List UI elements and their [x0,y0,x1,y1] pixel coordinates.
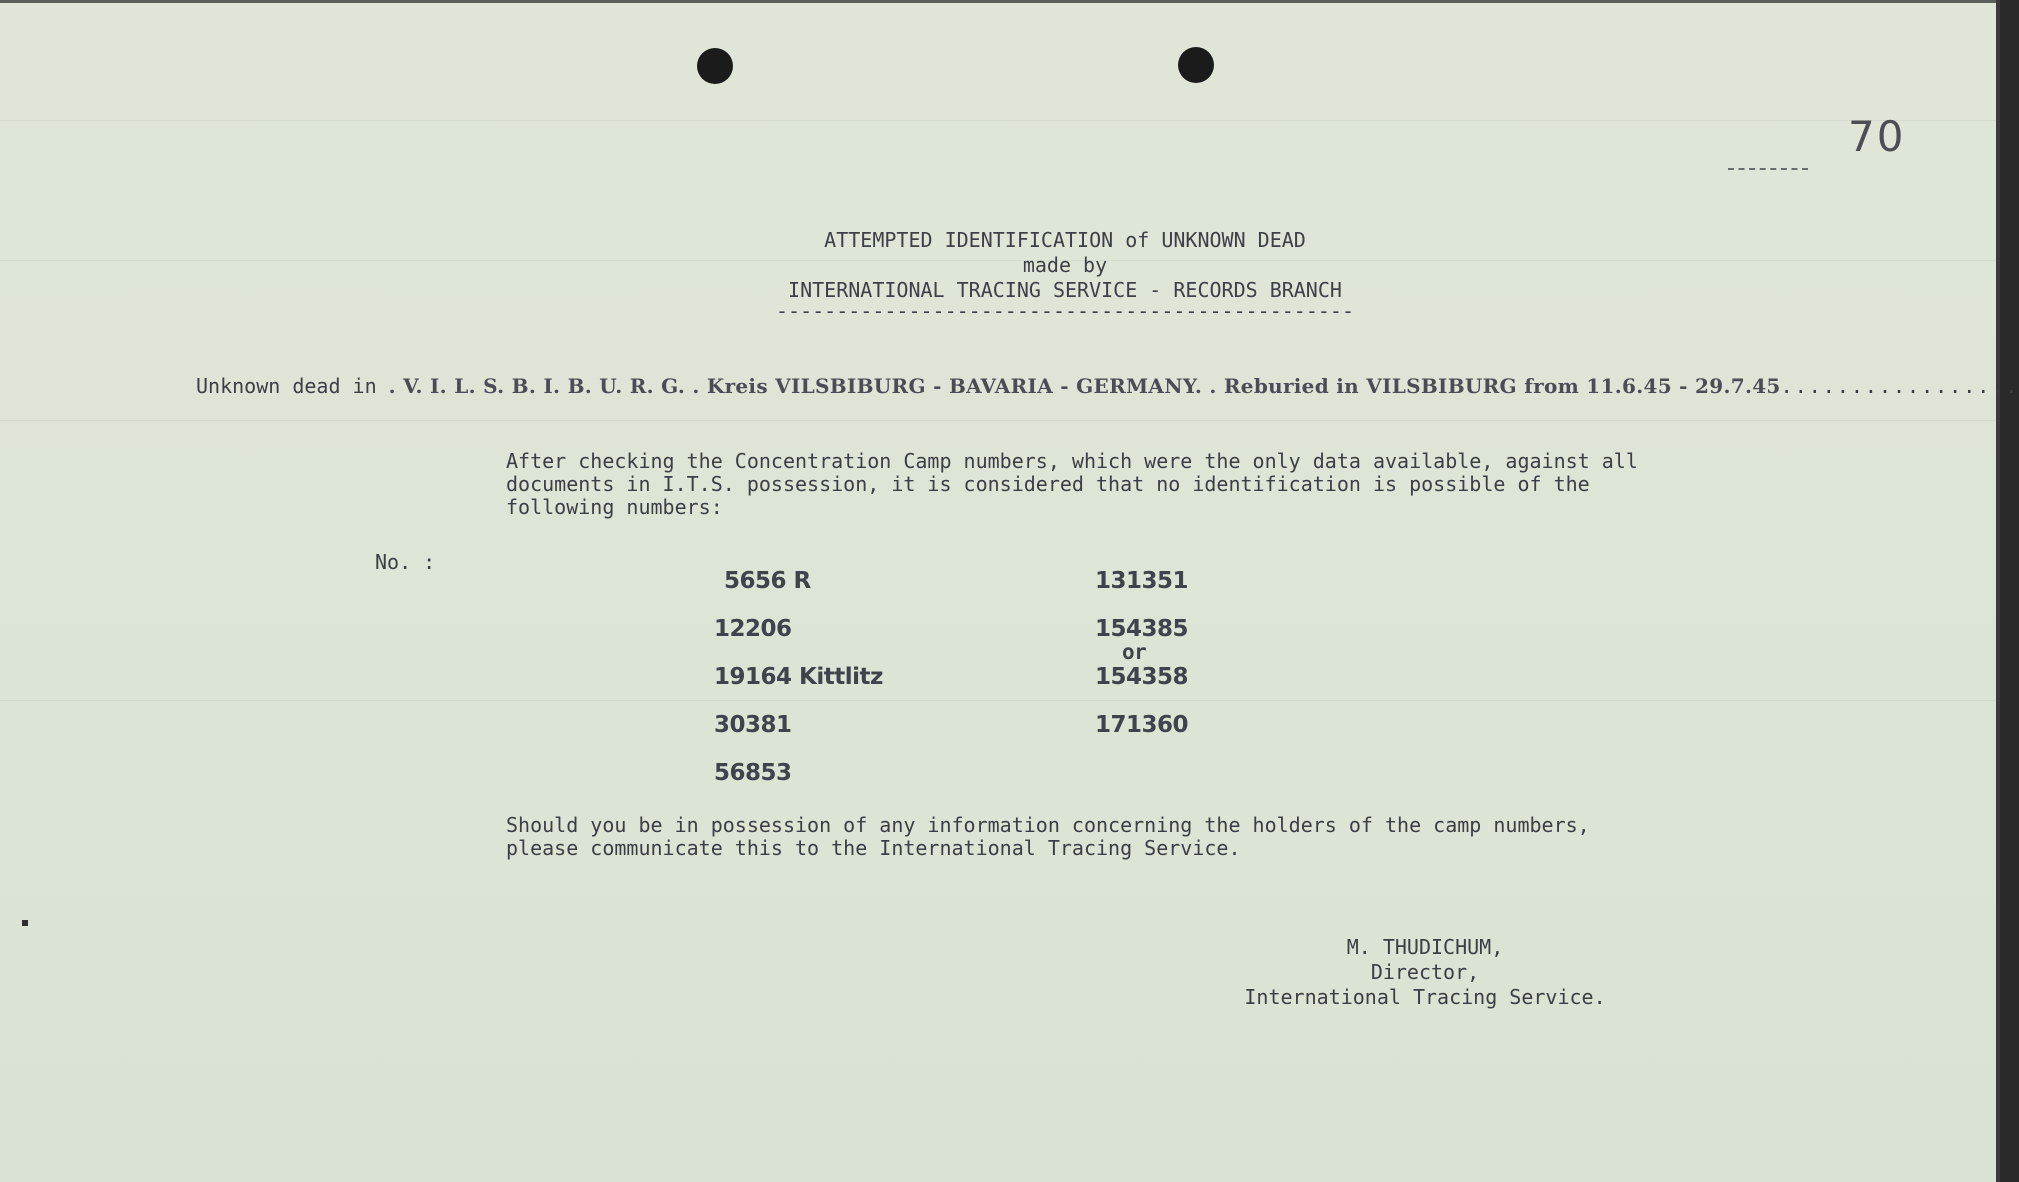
signatory-name: M. THUDICHUM, [1346,935,1504,959]
camp-number: 154358 [1095,664,1189,690]
camp-number: 30381 [714,712,792,738]
header-organization: INTERNATIONAL TRACING SERVICE - RECORDS BRANCH [788,278,1342,302]
fill-dots: ................. [1780,374,2019,398]
punch-hole-right [1178,47,1214,83]
camp-number: 56853 [714,760,792,786]
unknown-dead-line [196,374,2019,398]
alternative-word: or [1122,640,1147,664]
header-title: ATTEMPTED IDENTIFICATION of UNKNOWN DEAD [824,228,1306,252]
signature-block [1200,935,1650,1010]
numbers-label: No. : [375,550,436,574]
document-header [700,228,1430,321]
camp-number: 12206 [714,616,792,642]
paper-texture-line [0,120,2000,121]
camp-number: 171360 [1095,712,1189,738]
paper-texture-line [0,420,2000,421]
camp-number: 154385 [1095,616,1189,642]
signatory-title: Director, [1370,960,1480,984]
scan-right-edge [1996,0,2000,1182]
scan-top-edge [0,0,2000,3]
intro-paragraph: After checking the Concentration Camp numbers, which were the only data available, against all documents in I.T.S. possession, it is considered that no identification is possible of the following numbers: [506,449,1638,519]
camp-number: 5656 R [724,568,811,594]
unknown-dead-label: Unknown dead in [196,374,389,398]
signatory-organization: International Tracing Service. [1244,985,1606,1009]
paper-texture-line [0,700,2000,701]
page-number: 70 [1848,112,1906,161]
header-made-by: made by [1022,253,1108,277]
page-number-mark [1728,128,1808,170]
header-rule: ------------------------------------------------ [776,299,1354,323]
camp-number: 19164 Kittlitz [714,664,883,690]
unknown-dead-location: . V. I. L. S. B. I. B. U. R. G. . Kreis VILSBIBURG - BAVARIA - GERMANY. . Reburied in VILSBIBURG from 11.6.45 - 29.7.45 [388,374,1781,398]
camp-number: 131351 [1095,568,1189,594]
closing-paragraph: Should you be in possession of any information concerning the holders of the camp numbers, please communicate this to the International Tracing Service. [506,813,1590,860]
margin-mark [22,920,28,926]
punch-hole-left [697,48,733,84]
